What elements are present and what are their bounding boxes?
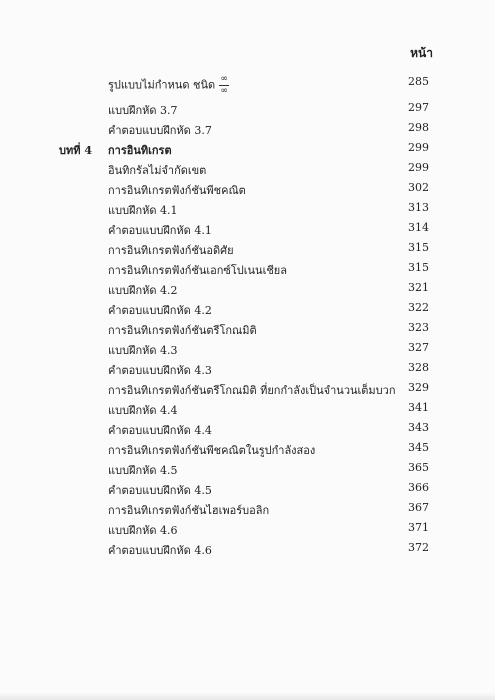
entry-title bbox=[108, 381, 396, 399]
toc-entry bbox=[0, 501, 495, 519]
toc-entry bbox=[0, 101, 495, 119]
toc-entry bbox=[0, 521, 495, 539]
entry-title-text: คำตอบแบบฝึกหัด 4.6 bbox=[108, 544, 212, 557]
page-number: 365 bbox=[408, 461, 429, 474]
toc-entry bbox=[0, 441, 495, 459]
entry-title-text: การอินทิเกรตฟังก์ชันพีชคณิต bbox=[108, 184, 246, 197]
page-number: 341 bbox=[408, 401, 429, 414]
entry-title-text: แบบฝึกหัด 4.2 bbox=[108, 284, 178, 297]
toc-entry bbox=[0, 481, 495, 499]
entry-title bbox=[108, 541, 212, 559]
page-column-header: หน้า bbox=[410, 46, 433, 60]
entry-title bbox=[108, 221, 212, 239]
toc-entry bbox=[0, 281, 495, 299]
entry-title-text: การอินทิเกรตฟังก์ชันพีชคณิตในรูปกำลังสอง bbox=[108, 444, 316, 457]
entry-title bbox=[108, 521, 178, 539]
page-number: 366 bbox=[408, 481, 429, 494]
entry-title bbox=[108, 201, 178, 219]
entry-title bbox=[108, 75, 229, 96]
entry-title-text: แบบฝึกหัด 4.3 bbox=[108, 344, 178, 357]
page-number: 345 bbox=[408, 441, 429, 454]
entry-title-text: การอินทิเกรตฟังก์ชันตรีโกณมิติ bbox=[108, 324, 257, 337]
fraction-denominator: ∞ bbox=[220, 86, 228, 96]
page-number: 321 bbox=[408, 281, 429, 294]
page-number: 328 bbox=[408, 361, 429, 374]
toc-entry bbox=[0, 541, 495, 559]
toc-entry bbox=[0, 241, 495, 259]
entry-title-text: อินทิกรัลไม่จำกัดเขต bbox=[108, 164, 207, 177]
entry-title-text: การอินทิเกรตฟังก์ชันไฮเพอร์บอลิก bbox=[108, 504, 270, 517]
entry-title-text: การอินทิเกรตฟังก์ชันอดิศัย bbox=[108, 244, 234, 257]
toc-entry bbox=[0, 261, 495, 279]
page-number: 315 bbox=[408, 261, 429, 274]
entry-title bbox=[108, 281, 178, 299]
chapter-label: บทที่ 4 bbox=[59, 144, 92, 157]
entry-title-text: คำตอบแบบฝึกหัด 3.7 bbox=[108, 124, 212, 137]
page-number: 367 bbox=[408, 501, 429, 514]
page-number: 313 bbox=[408, 201, 429, 214]
toc-entry bbox=[0, 221, 495, 239]
toc-entry bbox=[0, 381, 495, 399]
entry-title bbox=[108, 181, 246, 199]
page-edge bbox=[0, 692, 495, 700]
entry-title-text: แบบฝึกหัด 4.4 bbox=[108, 404, 178, 417]
page-number: 322 bbox=[408, 301, 429, 314]
entry-title-text: แบบฝึกหัด 4.5 bbox=[108, 464, 178, 477]
toc-entry bbox=[0, 401, 495, 419]
toc-entry bbox=[0, 201, 495, 219]
entry-title-text: คำตอบแบบฝึกหัด 4.2 bbox=[108, 304, 212, 317]
entry-title-text: แบบฝึกหัด 3.7 bbox=[108, 104, 178, 117]
entry-title bbox=[108, 341, 178, 359]
toc-entry bbox=[0, 161, 495, 179]
page-number: 329 bbox=[408, 381, 429, 394]
page-number: 372 bbox=[408, 541, 429, 554]
entry-title-text: การอินทิเกรตฟังก์ชันเอกซ์โปเนนเชียล bbox=[108, 264, 287, 277]
page-number: 315 bbox=[408, 241, 429, 254]
page-number: 297 bbox=[408, 101, 429, 114]
page-number: 298 bbox=[408, 121, 429, 134]
entry-title bbox=[108, 321, 257, 339]
entry-title-text: การอินทิเกรต bbox=[108, 144, 172, 157]
page-number: 302 bbox=[408, 181, 429, 194]
fraction-numerator: ∞ bbox=[220, 74, 228, 84]
infinity-fraction bbox=[219, 75, 229, 96]
entry-title bbox=[108, 121, 212, 139]
page-number: 299 bbox=[408, 161, 429, 174]
entry-title bbox=[108, 141, 172, 159]
entry-title bbox=[108, 301, 212, 319]
entry-title-text: การอินทิเกรตฟังก์ชันตรีโกณมิติ ที่ยกกำลังเป็นจำนวนเต็มบวก bbox=[108, 384, 396, 397]
entry-title bbox=[108, 421, 212, 439]
entry-title bbox=[108, 261, 287, 279]
entry-title bbox=[108, 161, 206, 179]
page-number: 314 bbox=[408, 221, 429, 234]
entry-title bbox=[108, 501, 269, 519]
entry-title-text: คำตอบแบบฝึกหัด 4.3 bbox=[108, 364, 212, 377]
entry-title bbox=[108, 241, 234, 259]
entry-title-text: รูปแบบไม่กำหนด ชนิด bbox=[108, 78, 216, 92]
toc-entry bbox=[0, 341, 495, 359]
toc-entry bbox=[0, 301, 495, 319]
page-number: 371 bbox=[408, 521, 429, 534]
toc-entry bbox=[0, 181, 495, 199]
page-number: 323 bbox=[408, 321, 429, 334]
entry-title-text: แบบฝึกหัด 4.6 bbox=[108, 524, 178, 537]
entry-title-text: คำตอบแบบฝึกหัด 4.5 bbox=[108, 484, 212, 497]
page-number: 299 bbox=[408, 141, 429, 154]
entry-title-text: แบบฝึกหัด 4.1 bbox=[108, 204, 178, 217]
toc-entry bbox=[0, 74, 495, 96]
toc-entry bbox=[0, 361, 495, 379]
entry-title bbox=[108, 441, 315, 459]
page-number: 285 bbox=[408, 75, 429, 88]
entry-title bbox=[108, 361, 212, 379]
entry-title-text: คำตอบแบบฝึกหัด 4.4 bbox=[108, 424, 212, 437]
toc-entry bbox=[0, 461, 495, 479]
toc-entry bbox=[0, 141, 495, 159]
page-number: 343 bbox=[408, 421, 429, 434]
toc-entry bbox=[0, 421, 495, 439]
page-number: 327 bbox=[408, 341, 429, 354]
entry-title bbox=[108, 401, 178, 419]
entry-title bbox=[108, 461, 178, 479]
toc-entry bbox=[0, 121, 495, 139]
toc-entry bbox=[0, 321, 495, 339]
entry-title bbox=[108, 101, 178, 119]
entry-title bbox=[108, 481, 212, 499]
entry-title-text: คำตอบแบบฝึกหัด 4.1 bbox=[108, 224, 212, 237]
